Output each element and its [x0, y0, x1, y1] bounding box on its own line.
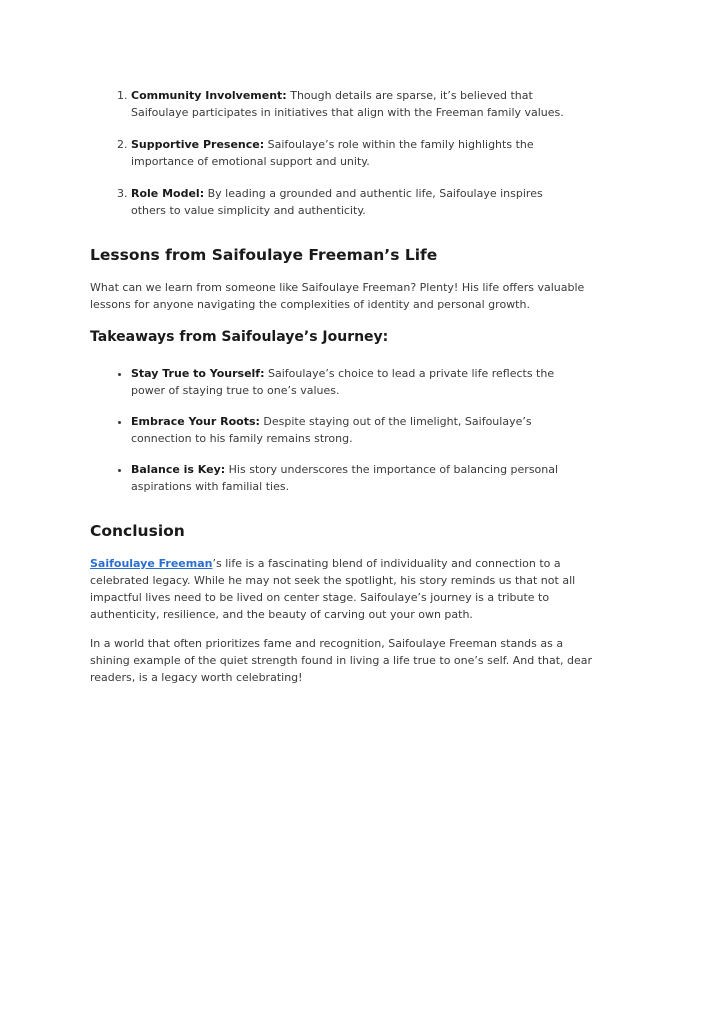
section-heading-takeaways: Takeaways from Saifoulaye’s Journey: — [90, 329, 389, 345]
list-item-text: Despite staying out of the limelight, Saifoulaye’s connection to his family remains strong. — [131, 415, 532, 445]
section-heading-lessons: Lessons from Saifoulaye Freeman’s Life — [90, 246, 438, 264]
list-item-label: Balance is Key: — [131, 463, 226, 476]
paragraph-conclusion-text: ’s life is a fascinating blend of individuality and connection to a celebrated legacy. While he may not seek the spotlight, his story reminds us that not all impactful lives need to be lived on center stage. Saifoulaye’s journey is a tribute to authenticity, resilience, and the beauty of carving out your own path. — [90, 557, 576, 621]
section-heading-conclusion: Conclusion — [90, 522, 185, 540]
list-item-text: By leading a grounded and authentic life, Saifoulaye inspires others to value simplicity and authenticity. — [131, 187, 543, 217]
list-item-text: Though details are sparse, it’s believed that Saifoulaye participates in initiatives that align with the Freeman family values. — [131, 89, 564, 119]
list-item — [131, 461, 589, 495]
paragraph-lessons: What can we learn from someone like Saifoulaye Freeman? Plenty! His life offers valuable lessons for anyone navigating the complexities of identity and personal growth. — [90, 281, 585, 311]
bullet-list — [90, 365, 589, 495]
numbered-list — [90, 87, 589, 219]
list-item-label: Supportive Presence: — [131, 138, 265, 151]
list-item-text: Saifoulaye’s choice to lead a private life reflects the power of staying true to one’s values. — [131, 367, 555, 397]
list-item-text: His story underscores the importance of balancing personal aspirations with familial ties. — [131, 463, 559, 493]
list-item — [131, 413, 589, 447]
paragraph-final: In a world that often prioritizes fame and recognition, Saifoulaye Freeman stands as a shining example of the quiet strength found in living a life true to one’s self. And that, dear readers, is a legacy worth celebrating! — [90, 637, 593, 684]
list-item — [131, 185, 589, 219]
list-item-text: Saifoulaye’s role within the family highlights the importance of emotional support and unity. — [131, 138, 534, 168]
list-item-label: Community Involvement: — [131, 89, 287, 102]
paragraph-conclusion — [90, 555, 600, 623]
list-item — [131, 87, 589, 121]
list-item-label: Role Model: — [131, 187, 205, 200]
list-item-label: Embrace Your Roots: — [131, 415, 260, 428]
saifoulaye-freeman-link[interactable]: Saifoulaye Freeman — [90, 557, 213, 570]
list-item-label: Stay True to Yourself: — [131, 367, 265, 380]
list-item — [131, 365, 589, 399]
list-item — [131, 136, 589, 170]
